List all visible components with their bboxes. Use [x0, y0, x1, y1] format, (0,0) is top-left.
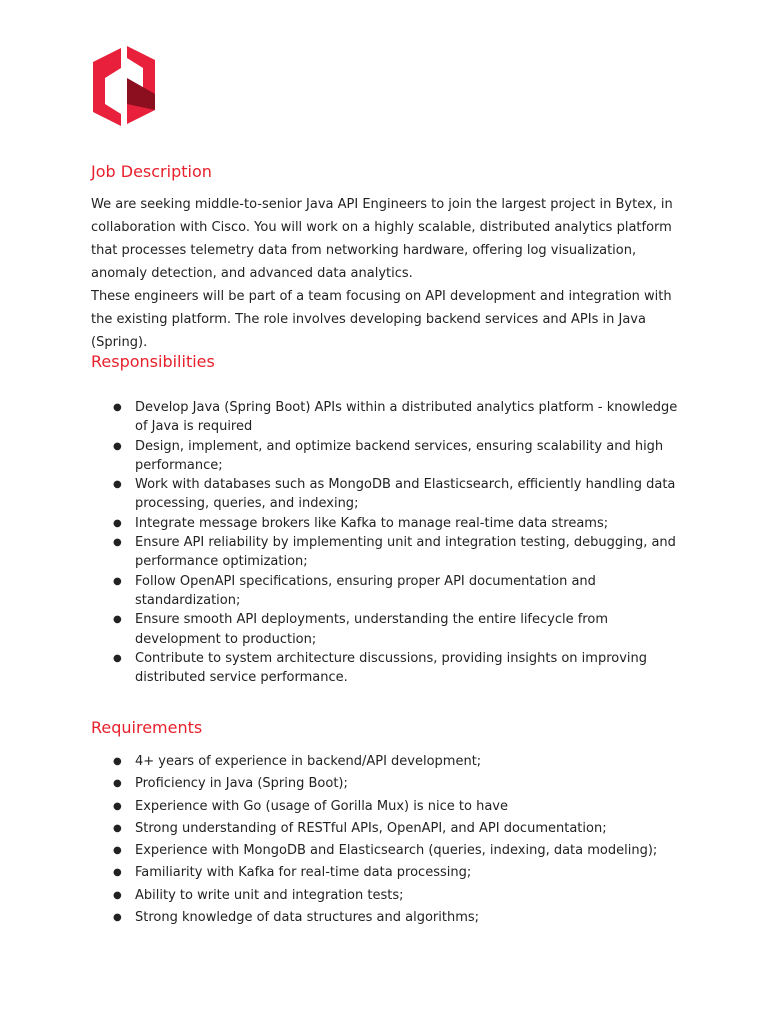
list-item-text: Experience with MongoDB and Elasticsearch (queries, indexing, data modeling); [135, 843, 658, 859]
bullet-icon: ● [113, 912, 122, 924]
list-item-text: Design, implement, and optimize backend services, ensuring scalability and high performance; [135, 438, 664, 473]
list-item-text: Proficiency in Java (Spring Boot); [135, 776, 348, 792]
job-description-paragraph: These engineers will be part of a team focusing on API development and integration with the existing platform. The role involves developing backend services and APIs in Java (Spring). [91, 289, 672, 350]
list-item [91, 796, 691, 818]
list-item-text: Experience with Go (usage of Gorilla Mux) is nice to have [135, 798, 508, 814]
list-item-text: Follow OpenAPI specifications, ensuring proper API documentation and standardization; [135, 573, 596, 608]
bullet-icon: ● [113, 614, 122, 626]
bullet-icon: ● [113, 778, 122, 790]
list-item [91, 398, 691, 437]
list-item [91, 437, 691, 476]
job-description-paragraph: We are seeking middle-to-senior Java API Engineers to join the largest project in Bytex, in collaboration with Cisco. You will work on a highly scalable, distributed analytics platform that processes telemetry data from networking hardware, offering log visualization, anomaly detection, and advanced data analytics. [91, 197, 673, 281]
bullet-icon: ● [113, 402, 122, 413]
bullet-icon: ● [113, 889, 122, 901]
list-item-text: Strong knowledge of data structures and algorithms; [135, 910, 480, 926]
responsibilities-heading: Responsibilities [91, 352, 215, 371]
list-item [91, 840, 691, 862]
list-item-text: Contribute to system architecture discussions, providing insights on improving distributed service performance. [135, 650, 648, 686]
bullet-icon: ● [113, 575, 122, 587]
bullet-icon: ● [113, 867, 122, 879]
list-item-text: Develop Java (Spring Boot) APIs within a distributed analytics platform - knowledge of Java is required [135, 400, 678, 435]
list-item [91, 751, 691, 773]
bullet-icon: ● [113, 800, 122, 812]
bullet-icon: ● [113, 479, 122, 491]
list-item-text: Work with databases such as MongoDB and Elasticsearch, efficiently handling data processing, queries, and indexing; [135, 477, 676, 512]
bullet-icon: ● [113, 652, 122, 664]
bullet-icon: ● [113, 845, 122, 857]
requirements-heading: Requirements [91, 718, 203, 737]
job-description-text [91, 193, 691, 354]
list-item [91, 773, 691, 795]
list-item [91, 885, 691, 907]
responsibilities-list [91, 398, 691, 687]
list-item [91, 514, 691, 533]
list-item-text: 4+ years of experience in backend/API development; [135, 754, 482, 769]
bullet-icon: ● [113, 517, 122, 529]
bullet-icon: ● [113, 440, 122, 452]
list-item [91, 475, 691, 514]
list-item-text: Ensure smooth API deployments, understanding the entire lifecycle from development to production; [135, 612, 608, 647]
bytex-logo-icon [93, 46, 155, 126]
list-item [91, 649, 691, 688]
list-item [91, 610, 691, 649]
requirements-list [91, 751, 691, 929]
list-item [91, 818, 691, 840]
list-item-text: Ability to write unit and integration tests; [135, 887, 404, 903]
list-item [91, 862, 691, 884]
list-item-text: Familiarity with Kafka for real-time data processing; [135, 865, 472, 881]
bullet-icon: ● [113, 756, 122, 767]
job-description-heading: Job Description [91, 162, 212, 181]
list-item-text: Ensure API reliability by implementing unit and integration testing, debugging, and performance optimization; [135, 535, 676, 570]
list-item-text: Strong understanding of RESTful APIs, OpenAPI, and API documentation; [135, 820, 607, 836]
bullet-icon: ● [113, 822, 122, 834]
list-item [91, 907, 691, 929]
list-item [91, 572, 691, 611]
list-item [91, 533, 691, 572]
bullet-icon: ● [113, 537, 122, 549]
list-item-text: Integrate message brokers like Kafka to manage real-time data streams; [135, 515, 609, 531]
